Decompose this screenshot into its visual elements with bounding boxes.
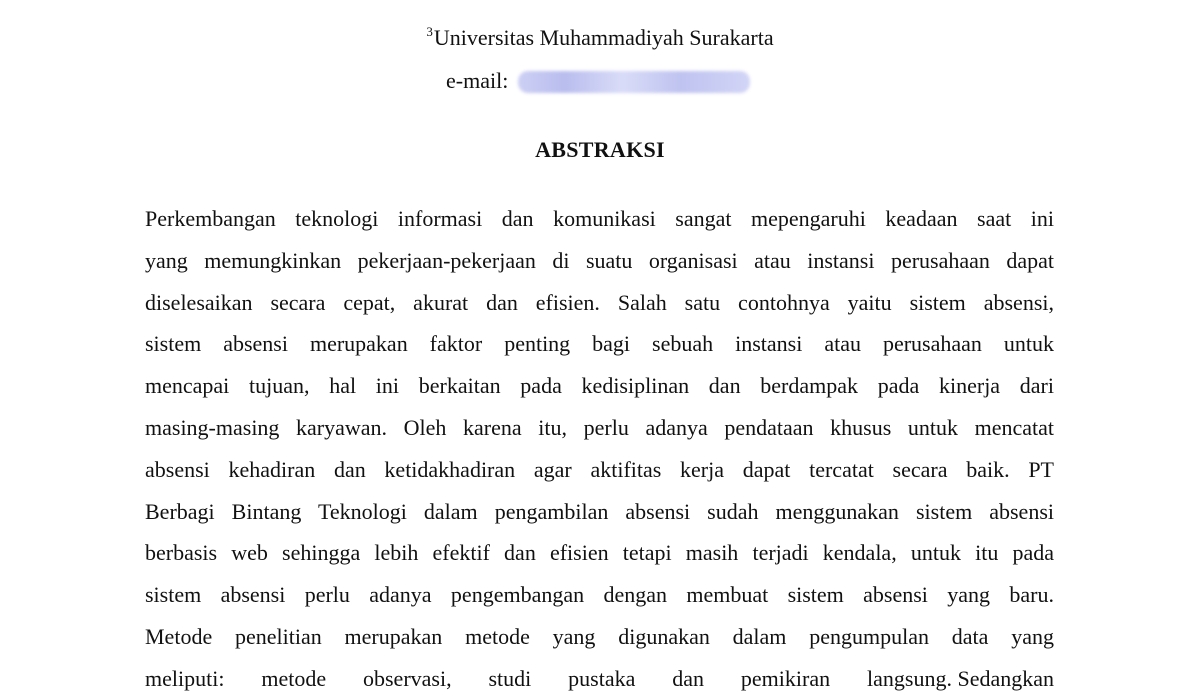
- abstract-line: Berbagi Bintang Teknologi dalam pengambilan absensi sudah menggunakan sistem absensi: [145, 498, 1054, 524]
- abstract-line: absensi kehadiran dan ketidakhadiran agar aktifitas kerja dapat tercatat secara baik. PT: [145, 456, 1054, 482]
- abstract-line: diselesaikan secara cepat, akurat dan efisien. Salah satu contohnya yaitu sistem absensi,: [145, 289, 1054, 315]
- email-line: [446, 63, 750, 99]
- abstract-line-last: [145, 658, 1054, 700]
- abstract-line: mencapai tujuan, hal ini berkaitan pada kedisiplinan dan berdampak pada kinerja dari: [145, 373, 1054, 399]
- abstract-line: sistem absensi perlu adanya pengembangan dengan membuat sistem absensi yang baru.: [145, 582, 1054, 608]
- abstract-heading: ABSTRAKSI: [535, 137, 665, 162]
- abstract-word: pemikiran: [740, 665, 831, 691]
- abstract-word: pustaka: [568, 665, 636, 691]
- abstract-word: meliputi:: [145, 665, 225, 691]
- abstract-word: metode: [261, 665, 327, 691]
- abstract-line: Metode penelitian merupakan metode yang digunakan dalam pengumpulan data yang: [145, 623, 1054, 649]
- affiliation-name: Universitas Muhammadiyah Surakarta: [433, 25, 774, 50]
- email-label: e-mail:: [446, 68, 514, 93]
- affiliation-superscript: 3: [426, 24, 433, 39]
- abstract-word: langsung. Sedangkan: [867, 665, 1054, 691]
- affiliation-line: [0, 20, 1200, 59]
- abstract-line: Perkembangan teknologi informasi dan komunikasi sangat mepengaruhi keadaan saat ini: [145, 206, 1054, 231]
- redacted-email: [518, 71, 750, 93]
- abstract-word: studi: [488, 665, 532, 691]
- abstract-word: dan: [672, 665, 705, 691]
- abstract-word: observasi,: [363, 665, 452, 691]
- abstract-line: berbasis web sehingga lebih efektif dan efisien tetapi masih terjadi kendala, untuk itu pada: [145, 540, 1054, 566]
- abstract-line: yang memungkinkan pekerjaan-pekerjaan di suatu organisasi atau instansi perusahaan dapat: [145, 247, 1054, 273]
- abstract-line: sistem absensi merupakan faktor penting bagi sebuah instansi atau perusahaan untuk: [145, 331, 1054, 357]
- abstract-body: [145, 198, 1054, 700]
- abstract-line: masing-masing karyawan. Oleh karena itu, perlu adanya pendataan khusus untuk mencatat: [145, 414, 1054, 440]
